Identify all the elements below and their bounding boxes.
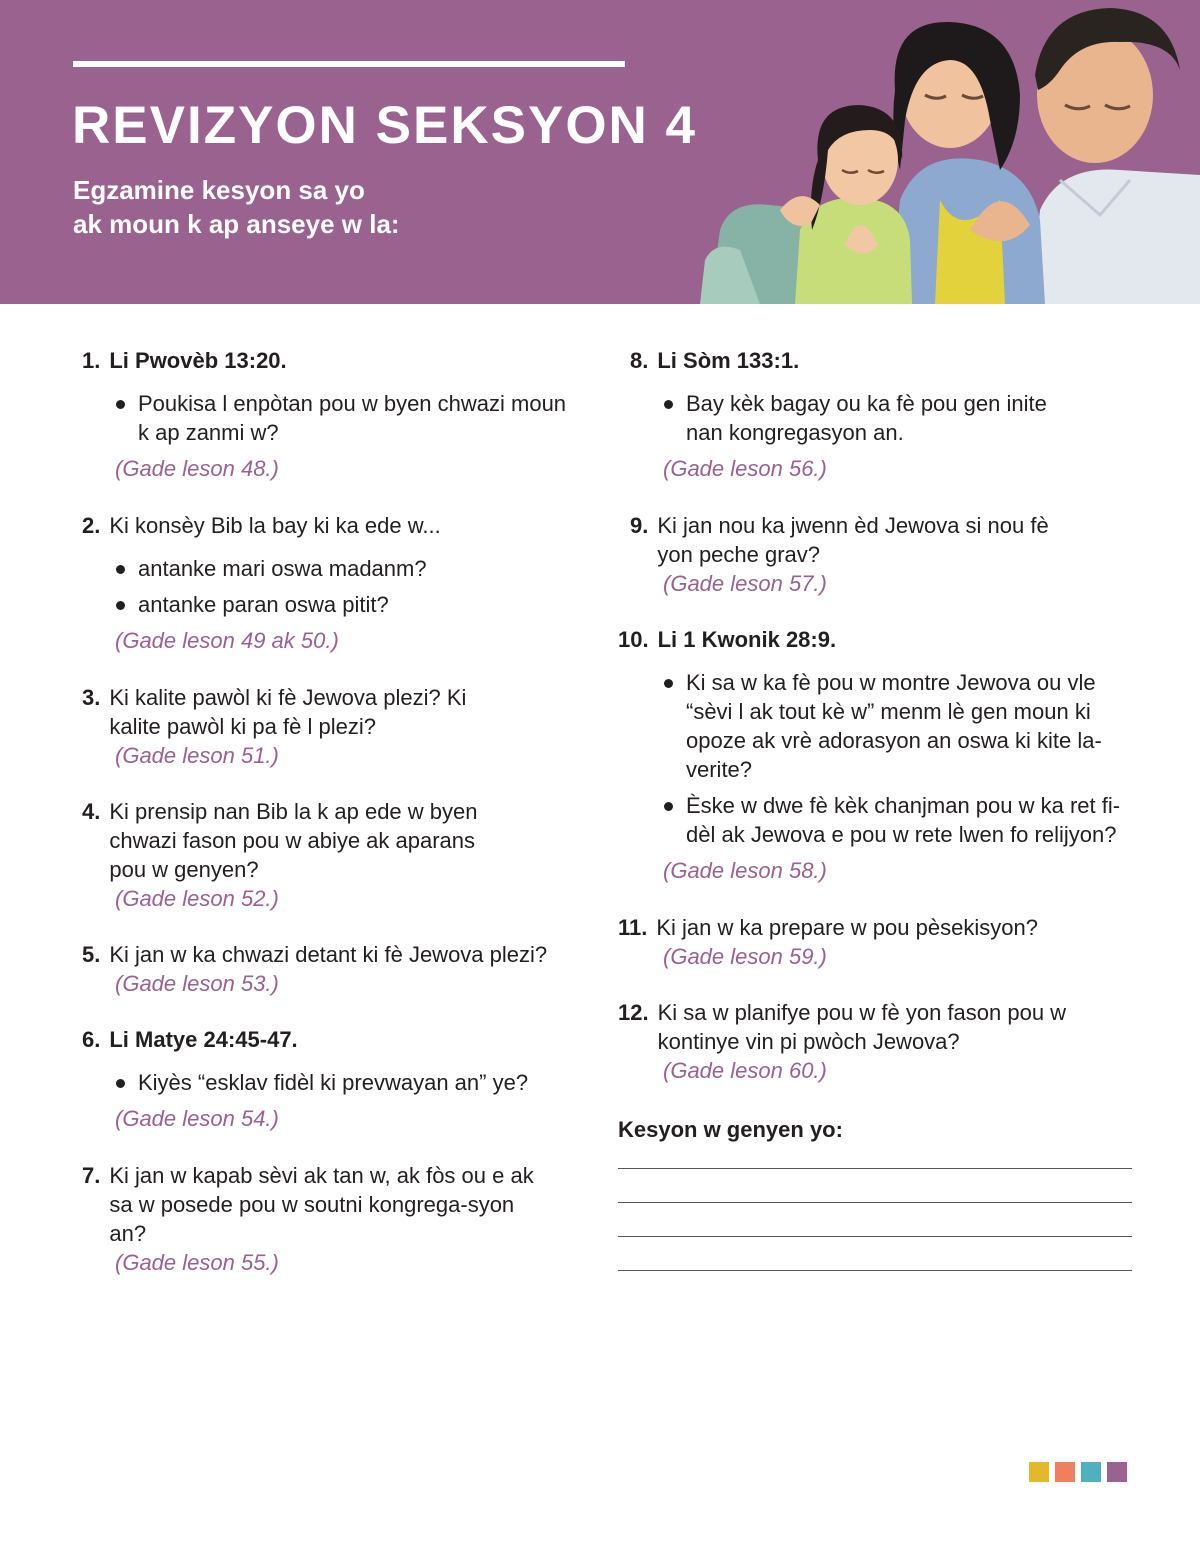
question-number: 1. <box>82 348 101 373</box>
bullet-item: Bay kèk bagay ou ka fè pou gen inite nan kongregasyon an. <box>663 389 1083 447</box>
question-10 <box>618 625 1138 885</box>
lesson-reference: (Gade leson 52.) <box>115 886 279 911</box>
question-9 <box>630 511 1138 598</box>
question-text: Li Pwovèb 13:20. <box>109 348 287 373</box>
color-square <box>1029 1462 1049 1482</box>
family-praying-illustration <box>700 0 1200 304</box>
question-number: 6. <box>82 1027 101 1052</box>
questions-left-column <box>82 346 582 1277</box>
question-2 <box>82 511 582 655</box>
lesson-reference: (Gade leson 54.) <box>115 1106 279 1131</box>
lesson-reference: (Gade leson 56.) <box>663 456 827 481</box>
question-text: Ki jan w ka chwazi detant ki fè Jewova plezi? <box>109 942 548 967</box>
lesson-reference: (Gade leson 53.) <box>115 971 279 996</box>
question-number: 10. <box>618 627 649 652</box>
subtitle <box>73 173 400 241</box>
writing-line[interactable] <box>618 1236 1132 1237</box>
question-text: Ki kalite pawòl ki fè Jewova plezi? Ki kalite pawòl ki pa fè l plezi? <box>109 685 467 739</box>
question-3 <box>82 683 582 770</box>
bullet-item: Èske w dwe fè kèk chanjman pou w ka ret fi-dèl ak Jewova e pou w rete lwen fo relijyon? <box>663 791 1138 849</box>
question-text: Ki konsèy Bib la bay ki ka ede w... <box>109 513 441 538</box>
subtitle-line-1: Egzamine kesyon sa yo <box>73 175 365 205</box>
question-text: Ki jan nou ka jwenn èd Jewova si nou fè yon peche grav? <box>657 513 1049 567</box>
lesson-reference: (Gade leson 57.) <box>663 571 827 596</box>
header-rule <box>73 61 625 67</box>
question-number: 7. <box>82 1163 101 1188</box>
question-number: 5. <box>82 942 101 967</box>
question-number: 3. <box>82 685 101 710</box>
question-8 <box>630 346 1138 483</box>
question-5 <box>82 940 582 998</box>
footer-color-squares <box>1029 1462 1127 1482</box>
writing-line[interactable] <box>618 1202 1132 1203</box>
page-title: REVIZYON SEKSYON 4 <box>72 96 698 155</box>
question-6 <box>82 1025 582 1133</box>
question-number: 4. <box>82 799 101 824</box>
bullet-list <box>663 389 1083 447</box>
bullet-list <box>663 668 1138 849</box>
question-1 <box>82 346 582 483</box>
question-number: 11. <box>618 915 648 940</box>
color-square <box>1107 1462 1127 1482</box>
question-number: 8. <box>630 348 649 373</box>
writing-line[interactable] <box>618 1168 1132 1169</box>
bullet-item: antanke paran oswa pitit? <box>115 590 582 619</box>
lesson-reference: (Gade leson 58.) <box>663 858 827 883</box>
bullet-list <box>115 554 582 619</box>
bullet-item: Poukisa l enpòtan pou w byen chwazi moun k ap zanmi w? <box>115 389 582 447</box>
question-number: 9. <box>630 513 649 538</box>
question-text: Li Sòm 133:1. <box>657 348 800 373</box>
lesson-reference: (Gade leson 48.) <box>115 456 279 481</box>
question-7 <box>82 1161 582 1277</box>
own-questions-title: Kesyon w genyen yo: <box>618 1117 843 1142</box>
header-banner <box>0 0 1200 304</box>
bullet-item: Ki sa w ka fè pou w montre Jewova ou vle “sèvi l ak tout kè w” menm lè gen moun ki opoze ak vrè adorasyon an oswa ki kite la-verite? <box>663 668 1138 784</box>
question-text: Li Matye 24:45-47. <box>109 1027 298 1052</box>
subtitle-line-2: ak moun k ap anseye w la: <box>73 209 400 239</box>
question-text: Ki jan w ka prepare w pou pèsekisyon? <box>656 915 1038 940</box>
color-square <box>1081 1462 1101 1482</box>
bullet-item: antanke mari oswa madanm? <box>115 554 582 583</box>
lesson-reference: (Gade leson 55.) <box>115 1250 279 1275</box>
lesson-reference: (Gade leson 59.) <box>663 944 827 969</box>
questions-right-column <box>618 346 1138 1271</box>
bullet-list <box>115 389 582 447</box>
lesson-reference: (Gade leson 60.) <box>663 1058 827 1083</box>
question-11 <box>618 913 1138 971</box>
bullet-item: Kiyès “esklav fidèl ki prevwayan an” ye? <box>115 1068 582 1097</box>
question-number: 12. <box>618 1000 649 1025</box>
question-number: 2. <box>82 513 101 538</box>
question-text: Ki prensip nan Bib la k ap ede w byen chwazi fason pou w abiye ak aparans pou w genyen? <box>109 799 478 882</box>
lesson-reference: (Gade leson 51.) <box>115 743 279 768</box>
question-text: Ki sa w planifye pou w fè yon fason pou w kontinye vin pi pwòch Jewova? <box>657 1000 1067 1054</box>
question-4 <box>82 797 582 913</box>
color-square <box>1055 1462 1075 1482</box>
lesson-reference: (Gade leson 49 ak 50.) <box>115 628 339 653</box>
question-text: Ki jan w kapab sèvi ak tan w, ak fòs ou e ak sa w posede pou w soutni kongrega-syon an? <box>109 1163 534 1246</box>
writing-line[interactable] <box>618 1270 1132 1271</box>
question-text: Li 1 Kwonik 28:9. <box>657 627 837 652</box>
bullet-list <box>115 1068 582 1097</box>
own-questions-section <box>618 1115 1138 1271</box>
question-12 <box>618 998 1138 1085</box>
